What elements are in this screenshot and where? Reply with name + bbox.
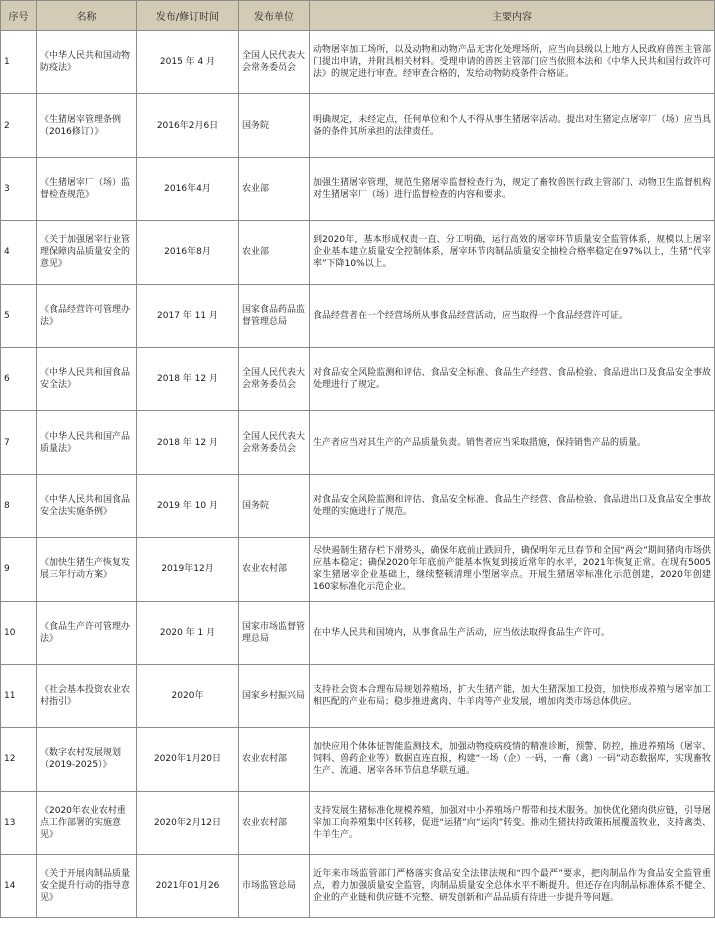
- table-row: [1, 411, 715, 474]
- regulation-name: 《食品生产许可管理办法》: [37, 601, 137, 664]
- regulation-name: 《关于开展肉制品质量安全提升行动的指导意见》: [37, 855, 137, 918]
- row-index: 6: [1, 347, 37, 410]
- table-row: [1, 157, 715, 220]
- publisher: 国家市场监督管理总局: [239, 601, 310, 664]
- main-content: 到2020年，基本形成权责一直、分工明确，运行高效的屠宰环节质量安全监管体系，规模以上屠宰企业基本建立质量安全控制体系，屠宰环节肉制品质量安全抽检合格率稳定在97%以上，生猪“代宰率”下降10%以上。: [310, 221, 715, 284]
- main-content: 近年来市场监管部门严格落实食品安全法律法规和“四个最严”要求，把肉制品作为食品安全监管重点，着力加强质量安全监管，肉制品质量安全总体水平不断提升。但还存在肉制品标准体系不健全、企业的产业链和供应链不完整、研发创新和产品品质有待进一步提升等问题。: [310, 855, 715, 918]
- release-date: 2018 年 12 月: [137, 411, 239, 474]
- main-content: 支持社会资本合理布局规划养殖场，扩大生猪产能，加大生猪深加工投资，加快形成养殖与屠宰加工相匹配的产业布局；稳步推进禽肉、牛羊肉等产业发展，增加肉类市场总体供应。: [310, 664, 715, 727]
- row-index: 14: [1, 855, 37, 918]
- regulation-name: 《中华人民共和国食品安全法》: [37, 347, 137, 410]
- publisher: 国家食品药品监督管理总局: [239, 284, 310, 347]
- release-date: 2020年2月12日: [137, 791, 239, 854]
- row-index: 4: [1, 221, 37, 284]
- publisher: 全国人民代表大会常务委员会: [239, 411, 310, 474]
- main-content: 生产者应当对其生产的产品质量负责。销售者应当采取措施，保持销售产品的质量。: [310, 411, 715, 474]
- publisher: 全国人民代表大会常务委员会: [239, 31, 310, 94]
- publisher: 全国人民代表大会常务委员会: [239, 347, 310, 410]
- main-content: 动物屠宰加工场所，以及动物和动物产品无害化处理场所，应当向县级以上地方人民政府兽医主管部门提出申请，并附具相关材料。受理申请的兽医主管部门应当依照本法和《中华人民共和国行政许可法》的规定进行审查。经审查合格的，发给动物防疫条件合格证。: [310, 31, 715, 94]
- publisher: 国务院: [239, 94, 310, 157]
- main-content: 对食品安全风险监测和评估、食品安全标准、食品生产经营、食品检验、食品进出口及食品安全事故处理的实施进行了规范。: [310, 474, 715, 537]
- table-row: [1, 791, 715, 854]
- release-date: 2015 年 4 月: [137, 31, 239, 94]
- release-date: 2016年8月: [137, 221, 239, 284]
- release-date: 2019 年 10 月: [137, 474, 239, 537]
- regulation-name: 《加快生猪生产恢复发展三年行动方案》: [37, 538, 137, 601]
- header-publisher: 发布单位: [239, 1, 310, 31]
- row-index: 9: [1, 538, 37, 601]
- regulation-name: 《关于加强屠宰行业管理保障肉品质量安全的意见》: [37, 221, 137, 284]
- publisher: 农业部: [239, 221, 310, 284]
- release-date: 2019年12月: [137, 538, 239, 601]
- regulation-name: 《中华人民共和国动物防疫法》: [37, 31, 137, 94]
- main-content: 对食品安全风险监测和评估、食品安全标准、食品生产经营、食品检验、食品进出口及食品安全事故处理进行了规定。: [310, 347, 715, 410]
- release-date: 2016年2月6日: [137, 94, 239, 157]
- main-content: 尽快遏制生猪存栏下滑势头，确保年底前止跌回升，确保明年元旦春节和全国“两会”期间猪肉市场供应基本稳定；确保2020年年底前产能基本恢复到接近常年的水平，2021年恢复正常。在现有5005家生猪屠宰企业基础上，继续整顿清理小型屠宰点。开展生猪屠宰标准化示范创建，2020年创建160家标准化示范企业。: [310, 538, 715, 601]
- row-index: 5: [1, 284, 37, 347]
- table-row: [1, 221, 715, 284]
- main-content: 加强生猪屠宰管理，规范生猪屠宰监督检查行为，规定了畜牧兽医行政主管部门、动物卫生监督机构对生猪屠宰厂（场）进行监督检查的内容和要求。: [310, 157, 715, 220]
- row-index: 7: [1, 411, 37, 474]
- table-row: [1, 664, 715, 727]
- table-row: [1, 94, 715, 157]
- table-row: [1, 474, 715, 537]
- row-index: 11: [1, 664, 37, 727]
- regulation-name: 《生猪屠宰管理条例（2016修订）》: [37, 94, 137, 157]
- row-index: 10: [1, 601, 37, 664]
- regulation-name: 《中华人民共和国食品安全法实施条例》: [37, 474, 137, 537]
- header-name: 名称: [37, 1, 137, 31]
- regulation-name: 《中华人民共和国产品质量法》: [37, 411, 137, 474]
- main-content: 支持发展生猪标准化规模养殖，加强对中小养殖场户帮带和技术服务。加快优化猪肉供应链，引导屠宰加工向养殖集中区转移，促进“运猪”向“运肉”转变。推动生猪扶持政策拓展覆盖牧业，支持禽类、牛羊生产。: [310, 791, 715, 854]
- header-row: [1, 1, 715, 31]
- publisher: 农业农村部: [239, 791, 310, 854]
- publisher: 国家乡村振兴局: [239, 664, 310, 727]
- table-row: [1, 284, 715, 347]
- release-date: 2018 年 12 月: [137, 347, 239, 410]
- release-date: 2016年4月: [137, 157, 239, 220]
- regulation-name: 《2020年农业农村重点工作部署的实施意见》: [37, 791, 137, 854]
- table-row: [1, 31, 715, 94]
- release-date: 2020年: [137, 664, 239, 727]
- regulation-name: 《数字农村发展规划（2019-2025）》: [37, 728, 137, 791]
- table-row: [1, 347, 715, 410]
- header-index: 序号: [1, 1, 37, 31]
- publisher: 农业农村部: [239, 538, 310, 601]
- release-date: 2017 年 11 月: [137, 284, 239, 347]
- table-row: [1, 855, 715, 918]
- row-index: 8: [1, 474, 37, 537]
- header-date: 发布/修订时间: [137, 1, 239, 31]
- release-date: 2020年1月20日: [137, 728, 239, 791]
- regulation-name: 《社会基本投资农业农村指引》: [37, 664, 137, 727]
- row-index: 3: [1, 157, 37, 220]
- table-row: [1, 728, 715, 791]
- main-content: 在中华人民共和国境内，从事食品生产活动，应当依法取得食品生产许可。: [310, 601, 715, 664]
- main-content: 明确规定，未经定点，任何单位和个人不得从事生猪屠宰活动。提出对生猪定点屠宰厂（场）应当具备的条件其所承担的法律责任。: [310, 94, 715, 157]
- row-index: 13: [1, 791, 37, 854]
- header-content: 主要内容: [310, 1, 715, 31]
- row-index: 12: [1, 728, 37, 791]
- regulation-name: 《生猪屠宰厂（场）监督检查规范》: [37, 157, 137, 220]
- table-row: [1, 538, 715, 601]
- publisher: 市场监管总局: [239, 855, 310, 918]
- row-index: 2: [1, 94, 37, 157]
- publisher: 农业农村部: [239, 728, 310, 791]
- release-date: 2020 年 1 月: [137, 601, 239, 664]
- publisher: 国务院: [239, 474, 310, 537]
- main-content: 食品经营者在一个经营场所从事食品经营活动，应当取得一个食品经营许可证。: [310, 284, 715, 347]
- release-date: 2021年01月26: [137, 855, 239, 918]
- row-index: 1: [1, 31, 37, 94]
- main-content: 加快应用个体体征智能监测技术，加强动物疫病疫情的精准诊断，预警、防控，推进养殖场（屠宰、饲料、兽药企业等）数据直连直报，构建“一场（企）一码，一畜（禽）一码”动态数据库，实现畜牧生产、流通、屠宰各环节信息华联互通。: [310, 728, 715, 791]
- table-row: [1, 601, 715, 664]
- regulation-name: 《食品经营许可管理办法》: [37, 284, 137, 347]
- publisher: 农业部: [239, 157, 310, 220]
